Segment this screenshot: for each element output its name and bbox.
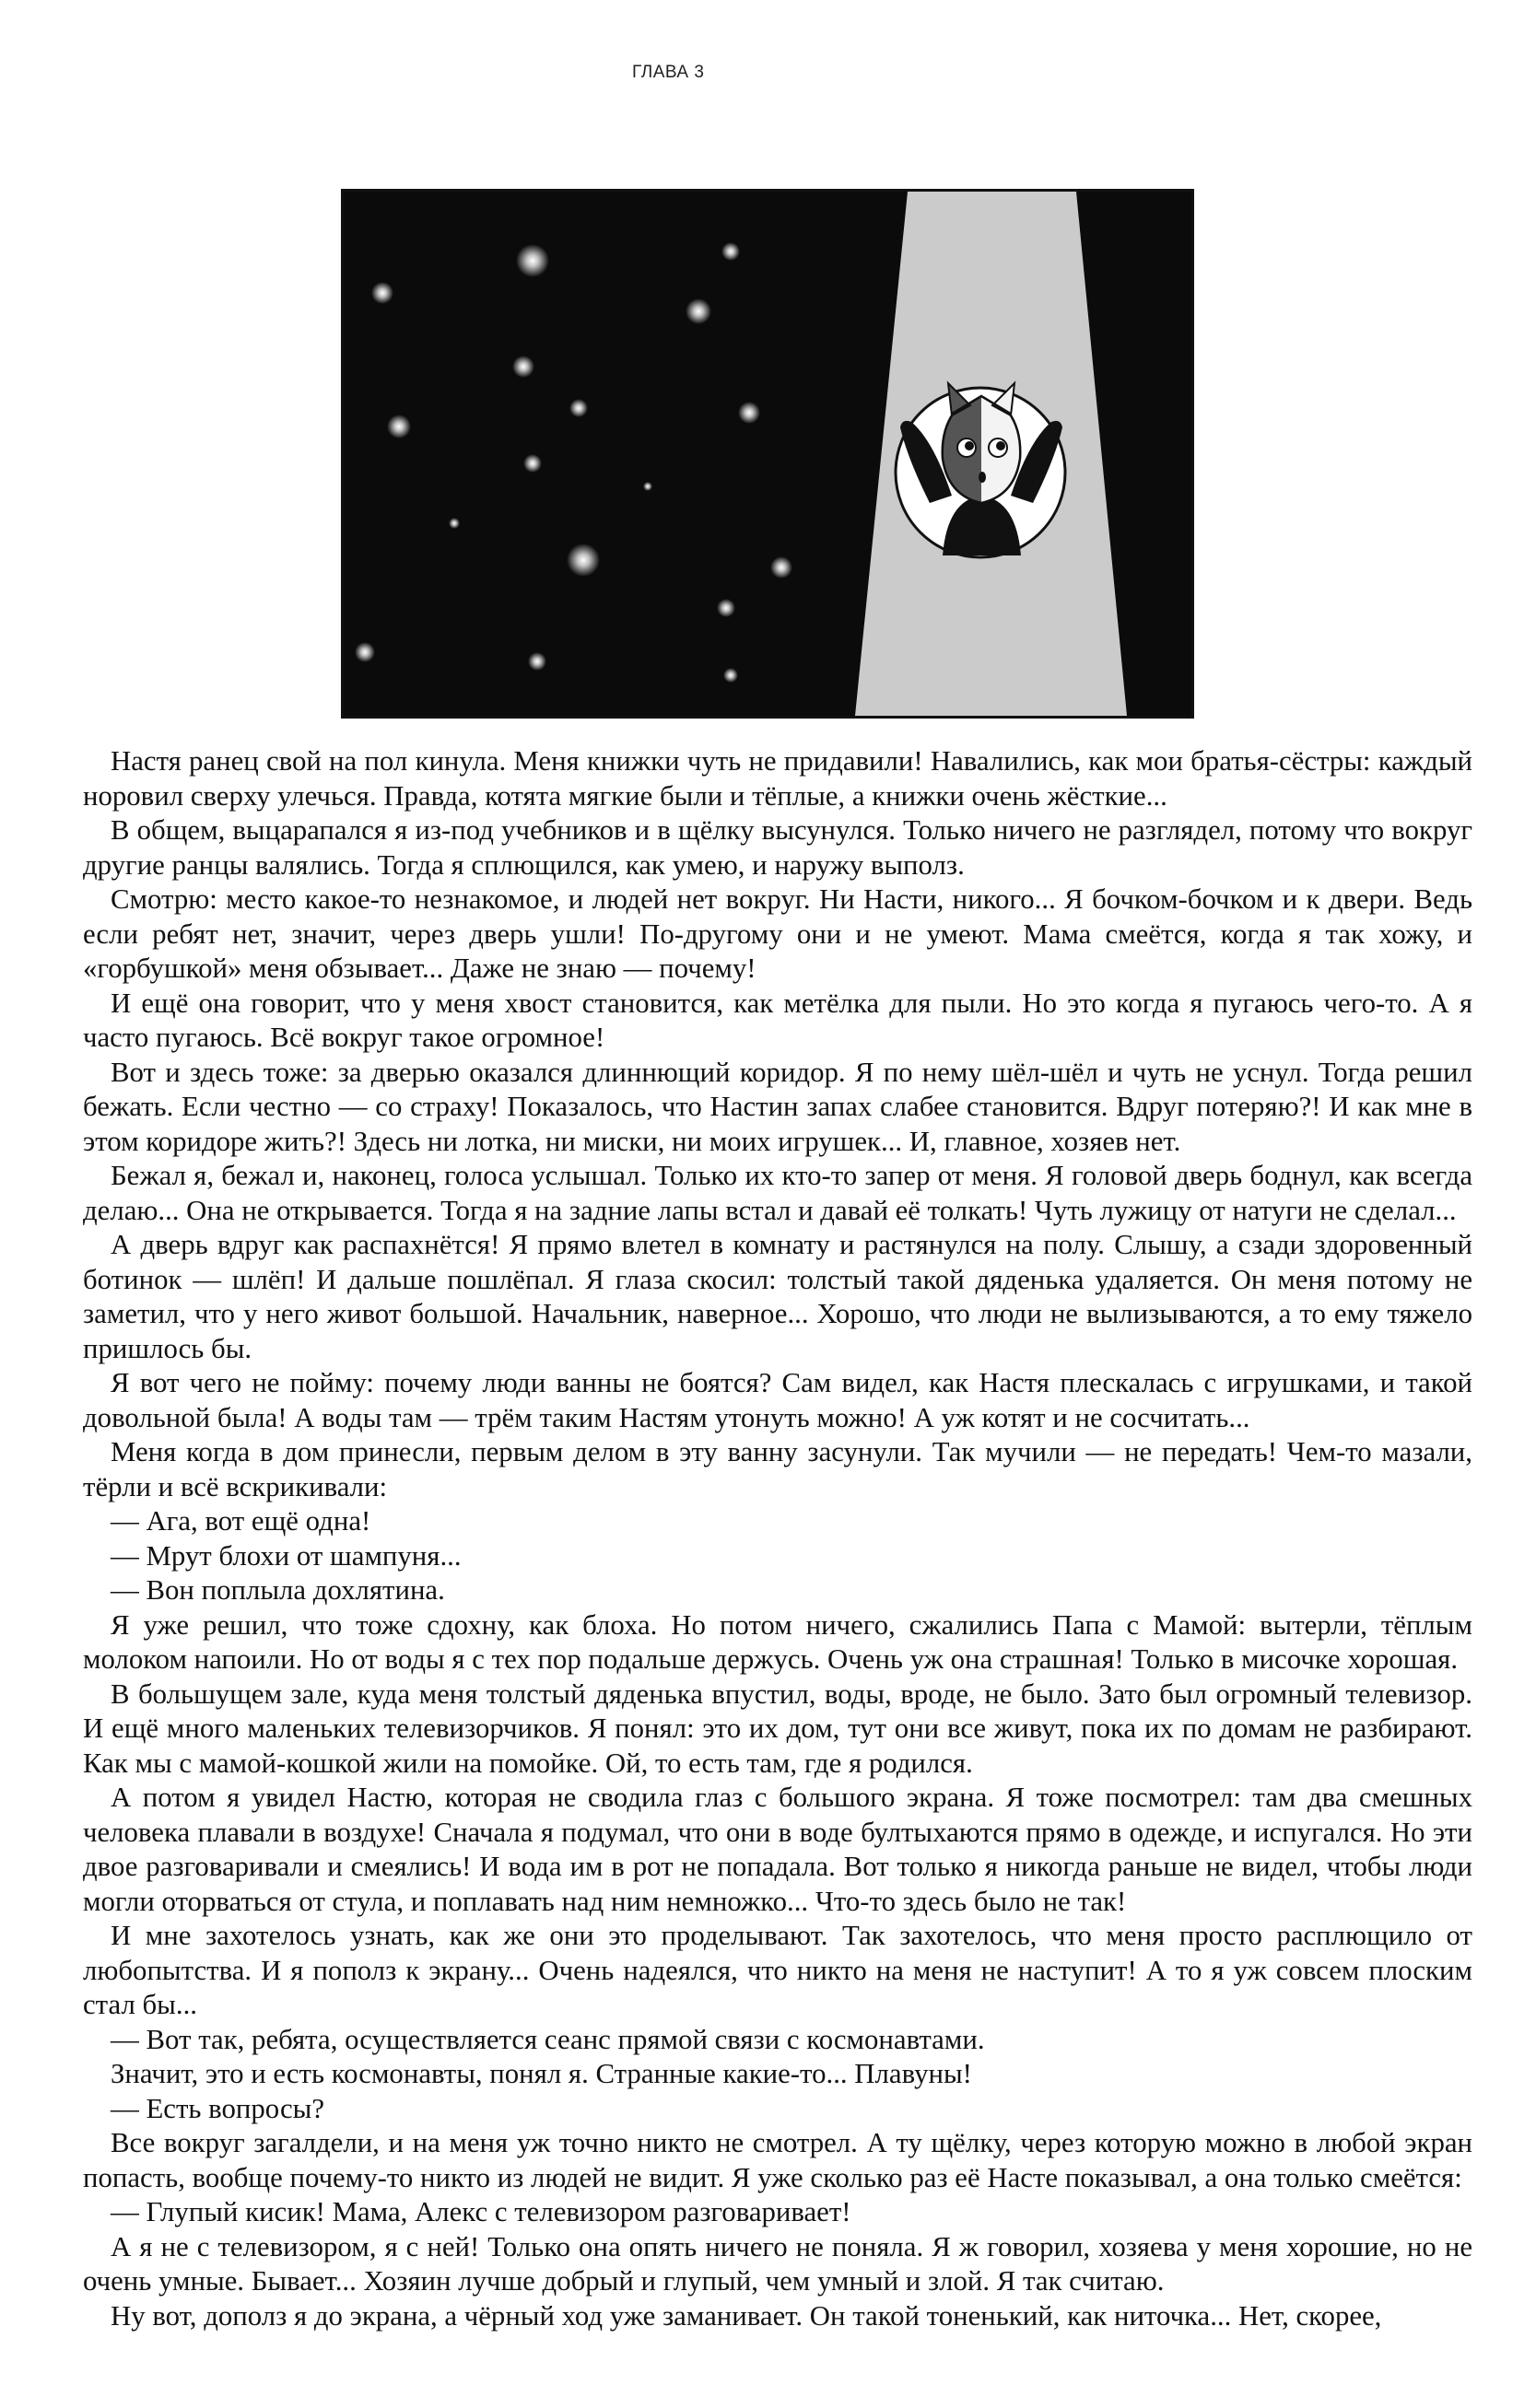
paragraph: И ещё она говорит, что у меня хвост становится, как метёлка для пыли. Но это когда я пугаюсь чего-то. А я часто пугаюсь. Всё вокруг такое огромное! [83, 987, 1472, 1053]
paragraph: Бежал я, бежал и, наконец, голоса услышал. Только их кто-то запер от меня. Я головой дверь боднул, как всегда делаю... Она не открывается. Тогда я на задние лапы встал и давай её толкать! Чуть лужицу от натуги не сделал... [83, 1160, 1472, 1226]
paragraph: А потом я увидел Настю, которая не сводила глаз с большого экрана. Я тоже посмотрел: там два смешных человека плавали в воздухе! Сначала я подумал, что они в воде бултыхаются прямо в одежде, и испугался. Но эти двое разговаривали и смеялись! И вода им в рот не попадала. Вот только я никогда раньше не видел, чтобы люди могли оторваться от стула, и поплавать над ним немножко... Что-то здесь было не так! [83, 1782, 1472, 1917]
paragraph: Вот и здесь тоже: за дверью оказался длиннющий коридор. Я по нему шёл-шёл и чуть не уснул. Тогда решил бежать. Если честно — со страху! Показалось, что Настин запах слабее становится. Вдруг потеряю?! И как мне в этом коридоре жить?! Здесь ни лотка, ни миски, ни моих игрушек... И, главное, хозяев нет. [83, 1056, 1472, 1157]
dialogue-line: — Глупый кисик! Мама, Алекс с телевизором разговаривает! [111, 2196, 851, 2227]
paragraph: Значит, это и есть космонавты, понял я. Странные какие-то... Плавуны! [111, 2058, 972, 2089]
paragraph: Ну вот, дополз я до экрана, а чёрный ход уже заманивает. Он такой тоненький, как ниточка... Нет, скорее, [111, 2299, 1382, 2332]
dialogue-line: — Мрут блохи от шампуня... [111, 1539, 462, 1572]
dialogue-line: — Вон поплыла дохлятина. [111, 1574, 445, 1606]
paragraph: Смотрю: место какое-то незнакомое, и людей нет вокруг. Ни Насти, никого... Я бочком-бочком и к двери. Ведь если ребят нет, значит, через дверь ушли! По-другому они и не умеют. Мама смеётся, когда я так хожу, и «горбушкой» меня обзывает... Даже не знаю — почему! [83, 883, 1472, 984]
paragraph: Все вокруг загалдели, и на меня уж точно никто не смотрел. А ту щёлку, через которую можно в любой экран попасть, вообще почему-то никто из людей не видит. Я уже сколько раз её Насте показывал, а она только смеётся: [83, 2127, 1472, 2193]
dialogue-line: — Ага, вот ещё одна! [111, 1505, 371, 1537]
paragraph: Настя ранец свой на пол кинула. Меня книжки чуть не придавили! Навалились, как мои братья-сёстры: каждый норовил сверху улечься. Правда, котята мягкие были и тёплые, а книжки очень жёсткие... [83, 745, 1472, 812]
paragraph: Я уже решил, что тоже сдохну, как блоха. Но потом ничего, сжалились Папа с Мамой: вытерли, тёплым молоком напоили. Но от воды я с тех пор подальше держусь. Очень уж она страшная! Только в мисочке хорошая. [83, 1608, 1472, 1675]
chapter-header: ГЛАВА 3 [632, 63, 705, 82]
dialogue-line: — Есть вопросы? [111, 2092, 324, 2124]
paragraph: А я не с телевизором, я с ней! Только она опять ничего не поняла. Я ж говорил, хозяева у меня хорошие, но не очень умные. Бывает... Хозяин лучше добрый и глупый, чем умный и злой. Я так считаю. [83, 2230, 1472, 2297]
paragraph: В большущем зале, куда меня толстый дяденька впустил, воды, вроде, не было. Зато был огромный телевизор. И ещё много маленьких телевизорчиков. Я понял: это их дом, тут они все живут, пока их по домам не разбирают. Как мы с мамой-кошкой жили на помойке. Ой, то есть там, где я родился. [83, 1677, 1472, 1779]
paragraph: И мне захотелось узнать, как же они это проделывают. Так захотелось, что меня просто расплющило от любопытства. И я пополз к экрану... Очень надеялся, что никто на меня не наступит! А то я уж совсем плоским стал бы... [83, 1920, 1472, 2020]
paragraph: А дверь вдруг как распахнётся! Я прямо влетел в комнату и растянулся на полу. Слышу, а сзади здоровенный ботинок — шлёп! И дальше пошлёпал. Я глаза скосил: толстый такой дяденька удаляется. Он меня потому не заметил, что у него живот большой. Начальник, наверное... Хорошо, что люди не вылизываются, а то ему тяжело пришлось бы. [83, 1229, 1472, 1364]
story-text [83, 744, 1472, 2333]
space-illustration [341, 189, 1194, 719]
paragraph: В общем, выцарапался я из-под учебников и в щёлку высунулся. Только ничего не разглядел, потому что вокруг другие ранцы валялись. Тогда я сплющился, как умею, и наружу выполз. [83, 814, 1472, 881]
dialogue-line: — Вот так, ребята, осуществляется сеанс прямой связи с космонавтами. [111, 2023, 985, 2055]
paragraph: Меня когда в дом принесли, первым делом в эту ванну засунули. Так мучили — не передать! Чем-то мазали, тёрли и всё вскрикивали: [83, 1436, 1472, 1502]
paragraph: Я вот чего не пойму: почему люди ванны не боятся? Сам видел, как Настя плескалась с игрушками, и такой довольной была! А воды там — трём таким Настям утонуть можно! А уж котят и не сосчитать... [83, 1367, 1472, 1433]
